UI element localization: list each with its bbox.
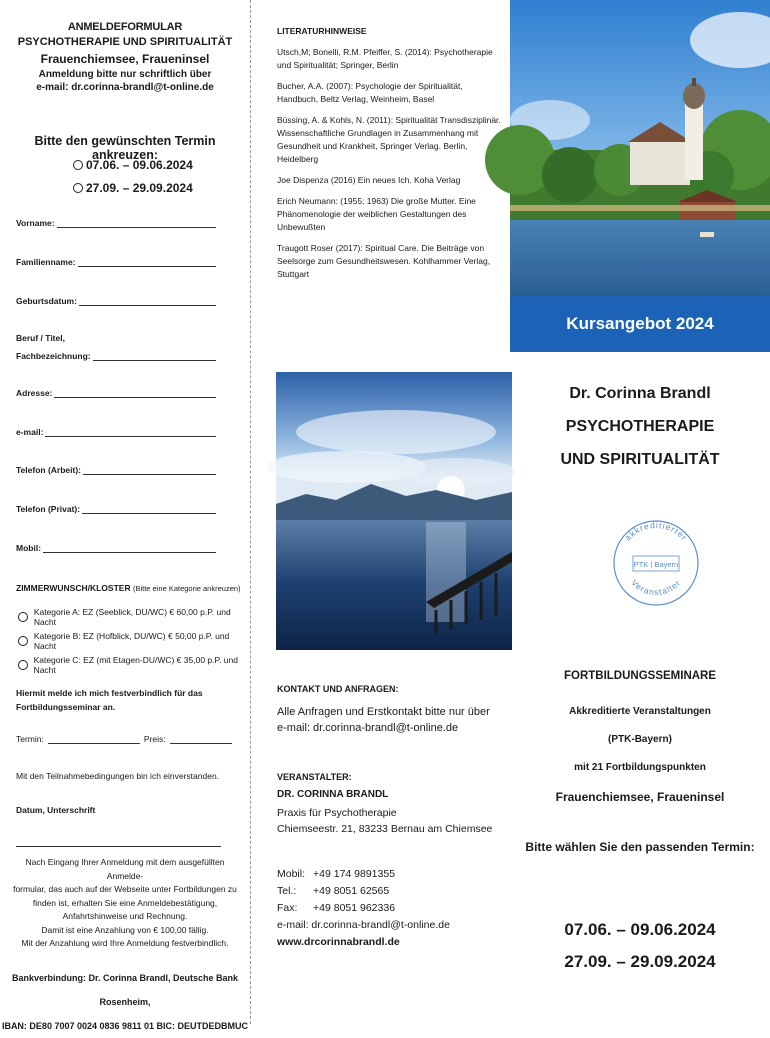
input-line[interactable] — [79, 298, 216, 306]
fachbezeichnung-field[interactable] — [16, 351, 216, 361]
note-line: Anfahrtshinweise und Rechnung. — [62, 911, 188, 921]
venue: Frauenchiemsee, Fraueninsel — [555, 790, 725, 804]
training-points: mit 21 Fortbildungspunkten — [574, 762, 706, 773]
seminar-title-line: PSYCHOTHERAPIE — [565, 418, 715, 435]
field-label: Geburtsdatum: — [16, 296, 77, 306]
telefon-privat-field[interactable] — [16, 504, 216, 514]
termin-input-line[interactable] — [48, 736, 140, 744]
conditions-agreement: Mit den Teilnahmebedingungen bin ich einverstanden. — [16, 771, 220, 781]
form-location: Frauenchiemsee, Fraueninsel — [40, 52, 210, 66]
radio-circle-icon[interactable] — [73, 183, 83, 193]
radio-circle-icon[interactable] — [73, 160, 83, 170]
input-line[interactable] — [93, 353, 216, 361]
reference-item: Bucher, A.A. (2007): Psychologie der Spiritualität, Handbuch, Beltz Verlag, Weinheim, Basel — [277, 81, 463, 104]
contact-email-link[interactable]: e-mail: dr.corinna-brandl@t-online.de — [277, 722, 459, 734]
telefon-arbeit-field[interactable] — [16, 465, 216, 475]
cover-title — [510, 377, 770, 476]
choose-date-prompt: Bitte wählen Sie den passenden Termin: — [525, 840, 755, 854]
email-link[interactable]: e-mail: dr.corinna-brandl@t-online.de — [277, 919, 450, 931]
room-option-c[interactable] — [18, 655, 250, 675]
field-label: Familienname: — [16, 257, 76, 267]
input-line[interactable] — [57, 220, 216, 228]
literature-section — [277, 26, 505, 289]
cover-panel — [510, 0, 770, 1024]
organizer-practice: Praxis für Psychotherapie — [277, 807, 397, 819]
room-option-label: Kategorie B: EZ (Hofblick, DU/WC) € 50,00 p.P. und Nacht — [33, 631, 230, 651]
geburtsdatum-field[interactable] — [16, 296, 216, 306]
field-label: Telefon (Arbeit): — [16, 465, 82, 475]
accreditation-line: Akkreditierte Veranstaltungen — [569, 706, 711, 717]
form-note: Anmeldung bitte nur schriftlich über — [38, 69, 212, 80]
reference-item: Joe Dispenza (2016) Ein neues Ich. Koha Verlag — [277, 175, 461, 185]
email-field[interactable] — [16, 427, 216, 437]
declaration-line: Fortbildungsseminar an. — [16, 702, 116, 712]
field-label: Fachbezeichnung: — [16, 351, 91, 361]
phone-number[interactable]: +49 8051 62565 — [313, 885, 390, 897]
phone-label: Tel.: — [277, 885, 297, 897]
seminar-title-line: UND SPIRITUALITÄT — [560, 451, 720, 468]
date-option-2[interactable] — [73, 181, 193, 195]
termin-label: Termin: — [16, 734, 44, 744]
input-line[interactable] — [45, 429, 216, 437]
binding-declaration — [16, 686, 236, 714]
mobile-number[interactable]: +49 174 9891355 — [313, 868, 396, 880]
reference-item: Utsch,M; Bonelli, R.M. Pfeiffer, S. (2014): Psychotherapie und Spiritualität; Springer, Berlin — [277, 47, 493, 70]
declaration-line: Hiermit melde ich mich festverbindlich für das — [16, 688, 203, 698]
adresse-field[interactable] — [16, 388, 216, 398]
training-heading: FORTBILDUNGSSEMINARE — [563, 670, 717, 682]
bank-line: Bankverbindung: Dr. Corinna Brandl, Deutsche Bank Rosenheim, — [11, 973, 239, 1007]
beruf-label-line — [16, 333, 216, 343]
note-line: formular, das auch auf der Webseite unter Fortbildungen zu — [13, 884, 237, 894]
form-title: ANMELDEFORMULAR — [67, 21, 183, 33]
input-line[interactable] — [82, 506, 216, 514]
reference-item: Büssing, A. & Kohls, N. (2011): Spiritualität Transdisziplinär. Wissenschaftliche Grundlagen in Zusammenhang mit Gesundheit und Krankheit, Springer Verlag. Berlin, Heidelberg — [277, 115, 501, 164]
registration-note — [10, 856, 240, 951]
website-link[interactable]: www.drcorinnabrandl.de — [277, 936, 400, 948]
date-option-label: 27.09. – 29.09.2024 — [86, 181, 193, 195]
field-label: e-mail: — [16, 427, 44, 437]
organizer-name: DR. CORINNA BRANDL — [277, 789, 389, 800]
room-category-heading — [16, 583, 241, 593]
fax-row — [277, 900, 505, 917]
form-subtitle: PSYCHOTHERAPIE UND SPIRITUALITÄT — [17, 36, 233, 48]
contact-numbers — [277, 866, 505, 951]
contact-text: Alle Anfragen und Erstkontakt bitte nur über — [277, 706, 490, 718]
lake-sunset-photo — [276, 372, 512, 650]
field-label: Beruf / Titel, — [16, 333, 65, 343]
radio-circle-icon[interactable] — [18, 612, 28, 622]
input-line[interactable] — [78, 259, 216, 267]
contact-heading: KONTAKT UND ANFRAGEN: — [277, 684, 399, 694]
literature-contact-panel — [252, 0, 510, 1024]
date-option-1[interactable] — [73, 158, 193, 172]
course-date: 07.06. – 09.06.2024 — [564, 920, 716, 939]
note-line: Damit ist eine Anzahlung von € 100,00 fällig. — [41, 924, 209, 935]
fraueninsel-photo — [510, 0, 770, 296]
fold-line — [250, 0, 251, 1024]
course-date: 27.09. – 29.09.2024 — [564, 952, 716, 971]
radio-circle-icon[interactable] — [18, 636, 28, 646]
svg-text:Veranstalter: Veranstalter — [629, 577, 683, 598]
organizer-section — [277, 770, 505, 837]
input-line[interactable] — [43, 545, 216, 553]
organizer-heading: VERANSTALTER: — [277, 772, 352, 782]
form-email: e-mail: dr.corinna-brandl@t-online.de — [36, 82, 214, 93]
field-label: Telefon (Privat): — [16, 504, 81, 514]
field-label: Adresse: — [16, 388, 53, 398]
svg-text:PTK | Bayern: PTK | Bayern — [633, 560, 679, 569]
room-heading-text: ZIMMERWUNSCH/KLOSTER — [16, 583, 131, 593]
organizer-address: Chiemseestr. 21, 83233 Bernau am Chiemsee — [277, 823, 493, 835]
radio-circle-icon[interactable] — [18, 660, 28, 670]
vorname-field[interactable] — [16, 218, 216, 228]
mobile-row[interactable] — [277, 866, 505, 883]
room-option-b[interactable] — [18, 631, 250, 651]
choose-date-heading: Bitte den gewünschten Termin ankreuzen: — [34, 134, 216, 162]
training-info — [510, 670, 770, 782]
form-header — [0, 20, 250, 94]
iban-line: IBAN: DE80 7007 0024 0836 9811 01 BIC: DEUTDEDBMUC — [1, 1021, 249, 1031]
accreditation-body: (PTK-Bayern) — [608, 734, 672, 745]
room-heading-note: (Bitte eine Kategorie ankreuzen) — [132, 584, 241, 593]
termin-price-row[interactable] — [16, 734, 232, 744]
note-line: finden ist, erhalten Sie eine Anmeldebestätigung, — [32, 897, 218, 908]
author-name: Dr. Corinna Brandl — [569, 385, 711, 402]
field-label: Vorname: — [16, 218, 55, 228]
preis-label: Preis: — [143, 734, 166, 744]
date-option-label: 07.06. – 09.06.2024 — [86, 158, 193, 172]
literature-heading: LITERATURHINWEISE — [277, 26, 367, 36]
mobil-field[interactable] — [16, 543, 216, 553]
reference-item: Erich Neumann: (1955; 1963) Die große Mutter. Eine Phänomenologie der weiblichen Gestaltungen des Unbewußten — [277, 196, 476, 232]
note-line: Nach Eingang Ihrer Anmeldung mit dem ausgefüllten Anmelde- — [25, 857, 225, 881]
ptk-accreditation-seal — [609, 516, 703, 610]
signature-line[interactable] — [16, 846, 221, 847]
room-option-a[interactable] — [18, 607, 250, 627]
input-line[interactable] — [83, 467, 216, 475]
familienname-field[interactable] — [16, 257, 216, 267]
registration-form-panel — [0, 0, 250, 1031]
phone-row[interactable] — [277, 883, 505, 900]
fax-number: +49 8051 962336 — [313, 902, 396, 914]
course-banner: Kursangebot 2024 — [510, 296, 770, 352]
field-label: Mobil: — [16, 543, 42, 553]
room-option-label: Kategorie C: EZ (mit Etagen-DU/WC) € 35,00 p.P. und Nacht — [33, 655, 238, 675]
contact-section — [277, 684, 505, 736]
preis-input-line[interactable] — [170, 736, 232, 744]
course-dates — [510, 914, 770, 978]
room-option-label: Kategorie A: EZ (Seeblick, DU/WC) € 60,00 p.P. und Nacht — [33, 607, 231, 627]
signature-label: Datum, Unterschrift — [16, 805, 96, 815]
bank-details — [0, 966, 250, 1038]
reference-item: Traugott Roser (2017): Spiritual Care. Die Beiträge von Seelsorge zum Gesundheitswesen. Kohlhammer Verlag, Stuttgart — [277, 243, 491, 279]
svg-text:akkreditierter: akkreditierter — [622, 519, 690, 543]
input-line[interactable] — [54, 390, 216, 398]
note-line: Mit der Anzahlung wird Ihre Anmeldung festverbindlich. — [21, 938, 229, 948]
fax-label: Fax: — [277, 902, 298, 914]
mobile-label: Mobil: — [277, 868, 306, 880]
